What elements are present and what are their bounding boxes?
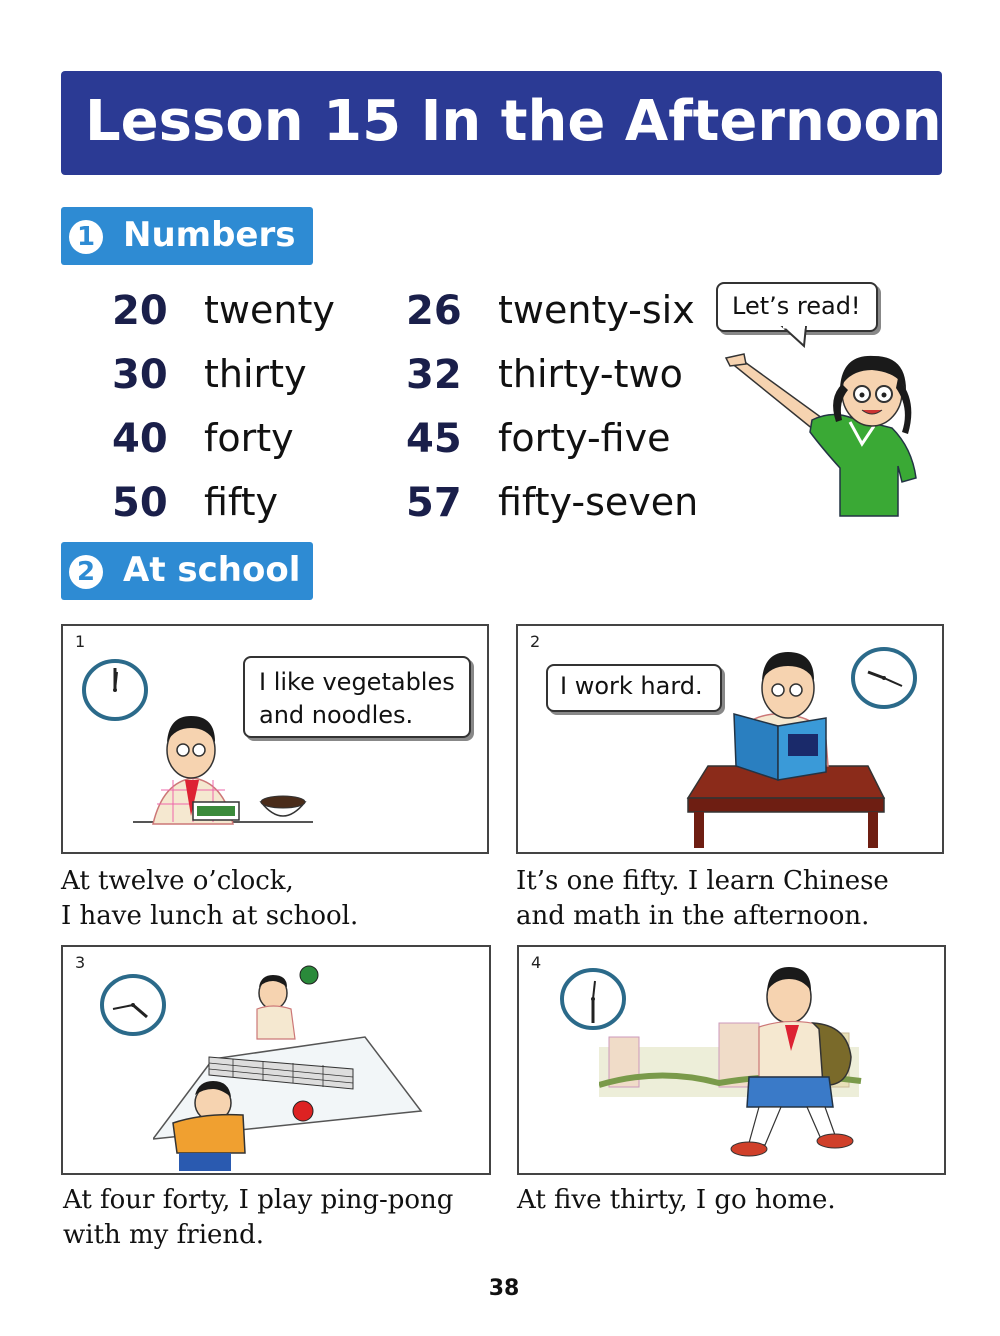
- caption-line: It’s one fifty. I learn Chinese: [516, 866, 889, 896]
- number-word: fifty-seven: [498, 480, 699, 524]
- number-digits: 30: [112, 352, 168, 398]
- comic-panel-2: [516, 624, 944, 854]
- panel-2-caption: [516, 864, 889, 934]
- panel-1-caption: [61, 864, 358, 934]
- section-label: Numbers: [123, 215, 296, 255]
- number-digits: 32: [406, 352, 462, 398]
- page-number: 38: [488, 1276, 520, 1301]
- caption-line: I have lunch at school.: [61, 901, 359, 931]
- comic-panel-4: [517, 945, 946, 1175]
- comic-panel-3: [61, 945, 491, 1175]
- number-digits: 50: [112, 480, 168, 526]
- section-tab-numbers: [61, 207, 313, 265]
- section-number: 1: [69, 220, 103, 254]
- number-word: twenty: [204, 288, 335, 332]
- panel-number: 3: [75, 953, 86, 972]
- number-digits: 45: [406, 416, 462, 462]
- panel-number: 2: [530, 632, 541, 651]
- boy-reading-illustration: [678, 648, 898, 848]
- bubble-line: and noodles.: [259, 701, 414, 729]
- boy-eating-illustration: [133, 706, 313, 846]
- number-digits: 57: [406, 480, 462, 526]
- caption-line: with my friend.: [63, 1220, 265, 1250]
- panel-4-caption: [517, 1183, 836, 1218]
- bubble-line: I work hard.: [560, 672, 703, 700]
- number-word: forty: [204, 416, 294, 460]
- girl-pointing-illustration: [722, 348, 922, 520]
- girl-speech-bubble: [716, 282, 878, 332]
- girl-bubble-text: Let’s read!: [732, 292, 861, 320]
- bubble-line: I like vegetables: [259, 668, 455, 696]
- panel-3-caption: [63, 1183, 453, 1253]
- number-digits: 26: [406, 288, 462, 334]
- number-word: thirty: [204, 352, 307, 396]
- caption-line: At four forty, I play ping-pong: [63, 1185, 454, 1215]
- number-word: forty-five: [498, 416, 671, 460]
- section-number: 2: [69, 555, 103, 589]
- ping-pong-illustration: [153, 963, 453, 1171]
- number-digits: 20: [112, 288, 168, 334]
- caption-line: At five thirty, I go home.: [517, 1185, 836, 1215]
- caption-line: and math in the afternoon.: [516, 901, 870, 931]
- number-word: fifty: [204, 480, 279, 524]
- comic-panel-1: [61, 624, 489, 854]
- panel-number: 4: [531, 953, 542, 972]
- number-word: twenty-six: [498, 288, 695, 332]
- number-word: thirty-two: [498, 352, 683, 396]
- section-tab-at-school: [61, 542, 313, 600]
- number-digits: 40: [112, 416, 168, 462]
- boy-walking-home-illustration: [599, 967, 869, 1167]
- lesson-title: Lesson 15 In the Afternoon: [85, 89, 942, 154]
- section-label: At school: [123, 550, 301, 590]
- bubble-tail-icon: [780, 326, 810, 348]
- panel-number: 1: [75, 632, 86, 651]
- caption-line: At twelve o’clock,: [61, 866, 294, 896]
- lesson-title-bar: [61, 71, 942, 175]
